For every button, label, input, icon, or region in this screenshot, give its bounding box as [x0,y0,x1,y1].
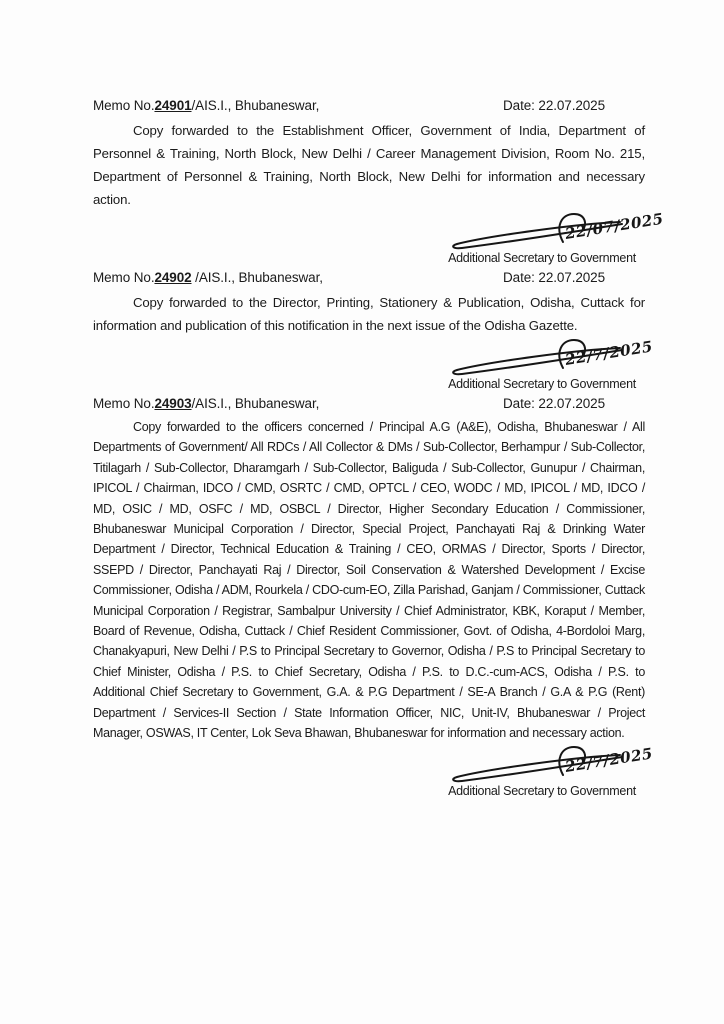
signatory-title: Additional Secretary to Government [448,377,636,391]
memo-suffix: /AIS.I., Bhubaneswar, [191,396,320,411]
memo-date: Date: 22.07.2025 [503,98,605,113]
memo-number: 24903 [154,396,192,411]
signature-block [447,743,655,799]
signature-handwritten-date: 22/7/2025 [563,743,655,776]
memo-body: Copy forwarded to the officers concerned / Principal A.G (A&E), Odisha, Bhubaneswar / All Departments of Government/ All RDCs / All Collector & DMs / Sub-Collector, Berhampur / Sub-Collector, Titilagarh / Sub-Collector, Dharamgarh / Sub-Collector, Baliguda / Sub-Collector, Gunupur / Chairman, IPICOL / Chairman, IDCO / CMD, OSRTC / CMD, OPTCL / CEO, WODC / MD, IPICOL / MD, IDCO / MD, OSIC / MD, OSFC / MD, OSBCL / Director, Higher Secondary Education / Commissioner, Bhubaneswar Municipal Corporation / Director, Special Project, Panchayati Raj & Drinking Water Department / Director, Technical Education & Training / CEO, ORMAS / Director, Sports / Director, SSEPD / Director, Panchayati Raj / Director, Soil Conservation & Watershed Development / Excise Commissioner, Odisha / ADM, Rourkela / CDO-cum-EO, Zilla Parishad, Ganjam / Commissioner, Cuttack Municipal Corporation / Registrar, Sambalpur University / Chief Administrator, KBK, Koraput / Member, Board of Revenue, Odisha, Cuttack / Chief Resident Commissioner, Govt. of Odisha, 4-Bordoloi Marg, Chanakyapuri, New Delhi / P.S to Principal Secretary to Governor, Odisha / P.S to Principal Secretary to Chief Minister, Odisha / P.S. to Chief Secretary, Odisha / P.S. to D.C.-cum-ACS, Odisha / P.S. to Additional Chief Secretary to Government, G.A. & P.G Department / SE-A Branch / G.A & P.G (Rent) Department / Services-II Section / State Information Officer, NIC, Unit-IV, Bhubaneswar / Project Manager, OSWAS, IT Center, Lok Seva Bhawan, Bhubaneswar for information and necessary action. [93,420,645,741]
memo-header-row [93,266,645,289]
memo-number-line [93,266,323,289]
signature-handwritten-date: 22/7/2025 [563,337,655,369]
memo-number: 24902 [154,270,192,285]
signatory-title: Additional Secretary to Government [448,251,636,265]
signatory-title: Additional Secretary to Government [448,783,636,798]
signature-handwritten-date: 22/07/2025 [563,209,665,243]
memo-suffix: /AIS.I., Bhubaneswar, [191,98,320,113]
memo-date: Date: 22.07.2025 [503,270,605,285]
memo-suffix: /AIS.I., Bhubaneswar, [191,270,323,285]
memo-body: Copy forwarded to the Director, Printing, Stationery & Publication, Odisha, Cuttack for information and publication of this notification in the next issue of the Odisha Gazette. [93,295,645,333]
memo-number: 24901 [154,98,192,113]
signature-block [447,337,655,392]
memo-header-row [93,94,645,117]
memo-section-24902 [93,266,655,392]
memo-section-24901 [93,94,665,266]
memo-number-line [93,94,319,117]
memo-label: Memo No. [93,396,155,411]
memo-number-line [93,392,319,415]
memo-label: Memo No. [93,270,155,285]
memo-label: Memo No. [93,98,155,113]
memo-date: Date: 22.07.2025 [503,396,605,411]
memo-body: Copy forwarded to the Establishment Officer, Government of India, Department of Personnel & Training, North Block, New Delhi / Career Management Division, Room No. 215, Department of Personnel & Training, North Block, New Delhi for information and necessary action. [93,123,645,207]
memo-section-24903 [93,392,655,799]
signature-block [447,209,665,266]
memo-header-row [93,392,645,415]
